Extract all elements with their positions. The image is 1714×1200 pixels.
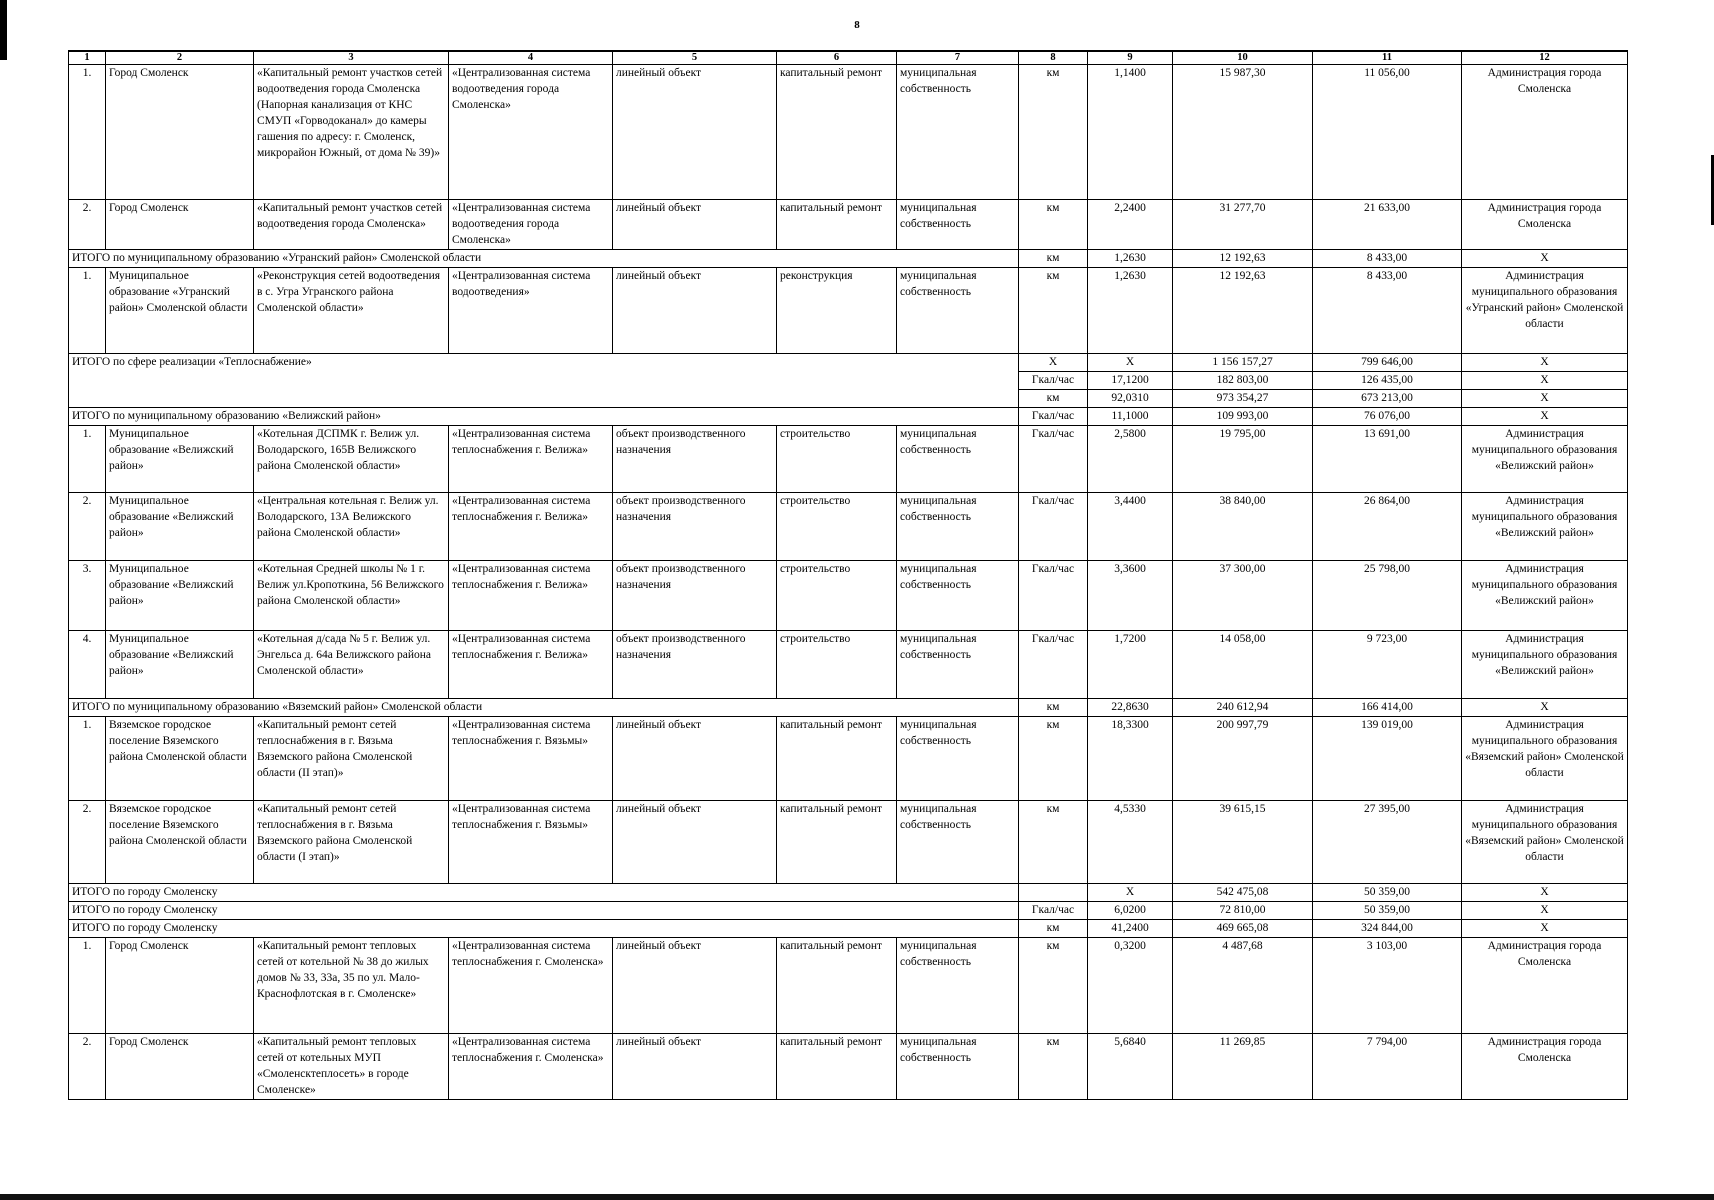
table-cell: 109 993,00: [1173, 408, 1313, 426]
table-cell: «Централизованная система водоотведения города Смоленска»: [449, 65, 613, 200]
table-cell: км: [1019, 1034, 1088, 1100]
table-cell: муниципальная собственность: [897, 561, 1019, 631]
table-cell: 3 103,00: [1313, 938, 1462, 1034]
column-number-cell: 8: [1019, 51, 1088, 65]
table-cell: Муниципальное образование «Велижский район»: [106, 493, 254, 561]
table-cell: «Централизованная система водоотведения»: [449, 268, 613, 354]
table-cell: 1.: [69, 717, 106, 801]
table-cell: капитальный ремонт: [777, 65, 897, 200]
table-cell: 799 646,00: [1313, 354, 1462, 372]
table-cell: X: [1019, 354, 1088, 372]
total-row: [69, 920, 1628, 938]
table-cell: 542 475,08: [1173, 884, 1313, 902]
table-cell: объект производственного назначения: [613, 631, 777, 699]
table-cell: X: [1462, 699, 1628, 717]
table-cell: X: [1462, 902, 1628, 920]
table-cell: 4.: [69, 631, 106, 699]
table-cell: 72 810,00: [1173, 902, 1313, 920]
table-cell: муниципальная собственность: [897, 631, 1019, 699]
table-cell: ИТОГО по муниципальному образованию «Велижский район»: [69, 408, 1019, 426]
table-cell: Муниципальное образование «Угранский район» Смоленской области: [106, 268, 254, 354]
table-cell: км: [1019, 268, 1088, 354]
table-cell: линейный объект: [613, 200, 777, 250]
table-cell: ИТОГО по городу Смоленску: [69, 920, 1019, 938]
table-cell: 27 395,00: [1313, 801, 1462, 884]
table-cell: капитальный ремонт: [777, 200, 897, 250]
table-cell: 4 487,68: [1173, 938, 1313, 1034]
table-cell: «Централизованная система теплоснабжения г. Смоленска»: [449, 1034, 613, 1100]
table-cell: «Котельная ДСПМК г. Велиж ул. Володарского, 165В Велижского района Смоленской области»: [254, 426, 449, 493]
table-row: [69, 801, 1628, 884]
table-cell: объект производственного назначения: [613, 493, 777, 561]
table-cell: Гкал/час: [1019, 631, 1088, 699]
table-cell: X: [1088, 884, 1173, 902]
total-row: [69, 902, 1628, 920]
column-number-cell: 10: [1173, 51, 1313, 65]
table-cell: «Реконструкция сетей водоотведения в с. Угра Угранского района Смоленской области»: [254, 268, 449, 354]
table-cell: X: [1462, 408, 1628, 426]
table-row: [69, 493, 1628, 561]
table-cell: «Централизованная система теплоснабжения г. Вязьмы»: [449, 717, 613, 801]
table-cell: 240 612,94: [1173, 699, 1313, 717]
column-number-cell: 3: [254, 51, 449, 65]
table-cell: Муниципальное образование «Велижский район»: [106, 426, 254, 493]
table-cell: 139 019,00: [1313, 717, 1462, 801]
table-cell: 12 192,63: [1173, 268, 1313, 354]
table-cell: линейный объект: [613, 801, 777, 884]
total-row: [69, 250, 1628, 268]
table-cell: «Централизованная система теплоснабжения г. Велижа»: [449, 561, 613, 631]
table-cell: 22,8630: [1088, 699, 1173, 717]
table-cell: объект производственного назначения: [613, 426, 777, 493]
table-cell: 1.: [69, 65, 106, 200]
table-cell: реконструкция: [777, 268, 897, 354]
table-cell: линейный объект: [613, 65, 777, 200]
table-cell: муниципальная собственность: [897, 938, 1019, 1034]
table-cell: «Капитальный ремонт тепловых сетей от котельной № 38 до жилых домов № 33, 33а, 35 по ул. Мало-Краснофлотская в г. Смоленске»: [254, 938, 449, 1034]
total-row: [69, 408, 1628, 426]
table-cell: Администрация муниципального образования «Вяземский район» Смоленской области: [1462, 717, 1628, 801]
table-row: [69, 561, 1628, 631]
table-cell: муниципальная собственность: [897, 200, 1019, 250]
table-cell: муниципальная собственность: [897, 426, 1019, 493]
table-cell: 324 844,00: [1313, 920, 1462, 938]
table-cell: 166 414,00: [1313, 699, 1462, 717]
table-cell: 8 433,00: [1313, 250, 1462, 268]
table-cell: 37 300,00: [1173, 561, 1313, 631]
table-cell: 11 056,00: [1313, 65, 1462, 200]
column-number-cell: 12: [1462, 51, 1628, 65]
table-cell: Администрация муниципального образования «Велижский район»: [1462, 561, 1628, 631]
table-cell: 3,3600: [1088, 561, 1173, 631]
table-cell: 2,5800: [1088, 426, 1173, 493]
table-cell: км: [1019, 390, 1088, 408]
table-cell: муниципальная собственность: [897, 65, 1019, 200]
table-cell: км: [1019, 250, 1088, 268]
table-cell: 76 076,00: [1313, 408, 1462, 426]
table-cell: ИТОГО по муниципальному образованию «Угранский район» Смоленской области: [69, 250, 1019, 268]
table-cell: «Централизованная система теплоснабжения г. Велижа»: [449, 426, 613, 493]
table-cell: X: [1462, 354, 1628, 372]
table-cell: капитальный ремонт: [777, 938, 897, 1034]
table-cell: муниципальная собственность: [897, 717, 1019, 801]
table-cell: Администрация муниципального образования «Вяземский район» Смоленской области: [1462, 801, 1628, 884]
table-cell: Администрация муниципального образования «Велижский район»: [1462, 426, 1628, 493]
table-cell: «Централизованная система теплоснабжения г. Велижа»: [449, 493, 613, 561]
table-cell: Администрация города Смоленска: [1462, 200, 1628, 250]
table-cell: X: [1462, 372, 1628, 390]
table-cell: 673 213,00: [1313, 390, 1462, 408]
table-cell: км: [1019, 200, 1088, 250]
table-cell: 0,3200: [1088, 938, 1173, 1034]
column-number-row: [69, 51, 1628, 65]
table-cell: строительство: [777, 426, 897, 493]
table-cell: Администрация города Смоленска: [1462, 938, 1628, 1034]
table-cell: Муниципальное образование «Велижский район»: [106, 631, 254, 699]
table-cell: «Централизованная система теплоснабжения г. Велижа»: [449, 631, 613, 699]
table-cell: 1,2630: [1088, 268, 1173, 354]
table-cell: Вяземское городское поселение Вяземского района Смоленской области: [106, 717, 254, 801]
column-number-cell: 6: [777, 51, 897, 65]
table-cell: X: [1462, 884, 1628, 902]
table-cell: 1.: [69, 938, 106, 1034]
table-cell: 2.: [69, 200, 106, 250]
table-cell: капитальный ремонт: [777, 717, 897, 801]
table-cell: Муниципальное образование «Велижский район»: [106, 561, 254, 631]
table-cell: 12 192,63: [1173, 250, 1313, 268]
table-cell: 31 277,70: [1173, 200, 1313, 250]
table-cell: 1.: [69, 268, 106, 354]
table-cell: 5,6840: [1088, 1034, 1173, 1100]
table-cell: 8 433,00: [1313, 268, 1462, 354]
table-row: [69, 426, 1628, 493]
table-cell: Город Смоленск: [106, 65, 254, 200]
table-cell: линейный объект: [613, 1034, 777, 1100]
table-cell: 21 633,00: [1313, 200, 1462, 250]
table-cell: Гкал/час: [1019, 408, 1088, 426]
table-cell: Город Смоленск: [106, 938, 254, 1034]
table-cell: км: [1019, 699, 1088, 717]
column-number-cell: 5: [613, 51, 777, 65]
table-cell: 7 794,00: [1313, 1034, 1462, 1100]
table-cell: «Котельная Средней школы № 1 г. Велиж ул.Кропоткина, 56 Велижского района Смоленской области»: [254, 561, 449, 631]
table-cell: ИТОГО по сфере реализации «Теплоснабжение»: [69, 354, 1019, 408]
table-row: [69, 65, 1628, 200]
table-cell: Вяземское городское поселение Вяземского района Смоленской области: [106, 801, 254, 884]
table-cell: 1 156 157,27: [1173, 354, 1313, 372]
table-cell: строительство: [777, 493, 897, 561]
table-cell: линейный объект: [613, 717, 777, 801]
table-cell: Гкал/час: [1019, 493, 1088, 561]
column-number-cell: 11: [1313, 51, 1462, 65]
table-cell: 50 359,00: [1313, 902, 1462, 920]
table-cell: муниципальная собственность: [897, 801, 1019, 884]
table-cell: муниципальная собственность: [897, 268, 1019, 354]
table-cell: Город Смоленск: [106, 1034, 254, 1100]
table-cell: Администрация муниципального образования «Велижский район»: [1462, 493, 1628, 561]
table-cell: 126 435,00: [1313, 372, 1462, 390]
table-cell: км: [1019, 65, 1088, 200]
column-number-cell: 9: [1088, 51, 1173, 65]
table-cell: Город Смоленск: [106, 200, 254, 250]
table-cell: линейный объект: [613, 938, 777, 1034]
table-cell: «Капитальный ремонт тепловых сетей от котельных МУП «Смоленсктеплосеть» в городе Смоленске»: [254, 1034, 449, 1100]
table-cell: 973 354,27: [1173, 390, 1313, 408]
table-cell: 19 795,00: [1173, 426, 1313, 493]
table-cell: км: [1019, 801, 1088, 884]
table-cell: «Централизованная система теплоснабжения г. Вязьмы»: [449, 801, 613, 884]
table-cell: 92,0310: [1088, 390, 1173, 408]
table-cell: 3.: [69, 561, 106, 631]
table-cell: строительство: [777, 561, 897, 631]
table-cell: «Капитальный ремонт участков сетей водоотведения города Смоленска (Напорная канализация от КНС СМУП «Горводоканал» до камеры гашения по адресу: г. Смоленск, микрорайон Южный, от дома № 39)»: [254, 65, 449, 200]
table-cell: муниципальная собственность: [897, 1034, 1019, 1100]
table-cell: 1,1400: [1088, 65, 1173, 200]
table-cell: [1019, 884, 1088, 902]
table-cell: 200 997,79: [1173, 717, 1313, 801]
table-cell: Гкал/час: [1019, 372, 1088, 390]
table-cell: 26 864,00: [1313, 493, 1462, 561]
table-cell: Гкал/час: [1019, 561, 1088, 631]
table-row: [69, 1034, 1628, 1100]
table-cell: 1.: [69, 426, 106, 493]
table-cell: 6,0200: [1088, 902, 1173, 920]
table-cell: линейный объект: [613, 268, 777, 354]
table-cell: 2.: [69, 493, 106, 561]
table-cell: 41,2400: [1088, 920, 1173, 938]
column-number-cell: 4: [449, 51, 613, 65]
table-cell: капитальный ремонт: [777, 801, 897, 884]
table-cell: 9 723,00: [1313, 631, 1462, 699]
table-cell: ИТОГО по муниципальному образованию «Вяземский район» Смоленской области: [69, 699, 1019, 717]
table-cell: «Котельная д/сада № 5 г. Велиж ул. Энгельса д. 64а Велижского района Смоленской области»: [254, 631, 449, 699]
table-cell: X: [1088, 354, 1173, 372]
table-cell: капитальный ремонт: [777, 1034, 897, 1100]
table-cell: 18,3300: [1088, 717, 1173, 801]
page-number: 8: [854, 19, 860, 31]
total-row: [69, 354, 1628, 372]
column-number-cell: 2: [106, 51, 254, 65]
total-row: [69, 884, 1628, 902]
total-row: [69, 699, 1628, 717]
column-number-cell: 1: [69, 51, 106, 65]
table-cell: «Централизованная система теплоснабжения г. Смоленска»: [449, 938, 613, 1034]
table-cell: «Капитальный ремонт участков сетей водоотведения города Смоленска»: [254, 200, 449, 250]
table-cell: Администрация муниципального образования «Угранский район» Смоленской области: [1462, 268, 1628, 354]
table-cell: 2.: [69, 801, 106, 884]
table-cell: 2.: [69, 1034, 106, 1100]
table-cell: км: [1019, 717, 1088, 801]
table-cell: км: [1019, 938, 1088, 1034]
table-cell: 14 058,00: [1173, 631, 1313, 699]
table-cell: 1,2630: [1088, 250, 1173, 268]
table-row: [69, 200, 1628, 250]
table-cell: «Централизованная система водоотведения города Смоленска»: [449, 200, 613, 250]
table-cell: 182 803,00: [1173, 372, 1313, 390]
table-row: [69, 268, 1628, 354]
table-cell: 25 798,00: [1313, 561, 1462, 631]
table-cell: X: [1462, 390, 1628, 408]
table-row: [69, 938, 1628, 1034]
table-row: [69, 631, 1628, 699]
table-cell: 50 359,00: [1313, 884, 1462, 902]
table-cell: 11,1000: [1088, 408, 1173, 426]
table-cell: «Капитальный ремонт сетей теплоснабжения в г. Вязьма Вяземского района Смоленской области (I этап)»: [254, 801, 449, 884]
table-cell: Администрация города Смоленска: [1462, 1034, 1628, 1100]
table-cell: объект производственного назначения: [613, 561, 777, 631]
table-cell: 17,1200: [1088, 372, 1173, 390]
table-cell: 11 269,85: [1173, 1034, 1313, 1100]
data-table: [68, 50, 1628, 1100]
table-cell: 1,7200: [1088, 631, 1173, 699]
table-cell: 39 615,15: [1173, 801, 1313, 884]
scan-edge-bottom: [0, 1194, 1714, 1200]
table-row: [69, 717, 1628, 801]
column-number-cell: 7: [897, 51, 1019, 65]
table-cell: 3,4400: [1088, 493, 1173, 561]
table-cell: X: [1462, 920, 1628, 938]
table-cell: Администрация города Смоленска: [1462, 65, 1628, 200]
table-cell: ИТОГО по городу Смоленску: [69, 884, 1019, 902]
table-cell: строительство: [777, 631, 897, 699]
table-cell: 4,5330: [1088, 801, 1173, 884]
table-cell: 2,2400: [1088, 200, 1173, 250]
table-cell: «Капитальный ремонт сетей теплоснабжения в г. Вязьма Вяземского района Смоленской области (II этап)»: [254, 717, 449, 801]
table-cell: X: [1462, 250, 1628, 268]
table-cell: 469 665,08: [1173, 920, 1313, 938]
table-cell: ИТОГО по городу Смоленску: [69, 902, 1019, 920]
table-cell: муниципальная собственность: [897, 493, 1019, 561]
table-cell: 38 840,00: [1173, 493, 1313, 561]
table-cell: Гкал/час: [1019, 902, 1088, 920]
table-cell: 13 691,00: [1313, 426, 1462, 493]
table-cell: «Центральная котельная г. Велиж ул. Володарского, 13А Велижского района Смоленской области»: [254, 493, 449, 561]
table-cell: Гкал/час: [1019, 426, 1088, 493]
table-cell: Администрация муниципального образования «Велижский район»: [1462, 631, 1628, 699]
table-cell: км: [1019, 920, 1088, 938]
table-cell: 15 987,30: [1173, 65, 1313, 200]
